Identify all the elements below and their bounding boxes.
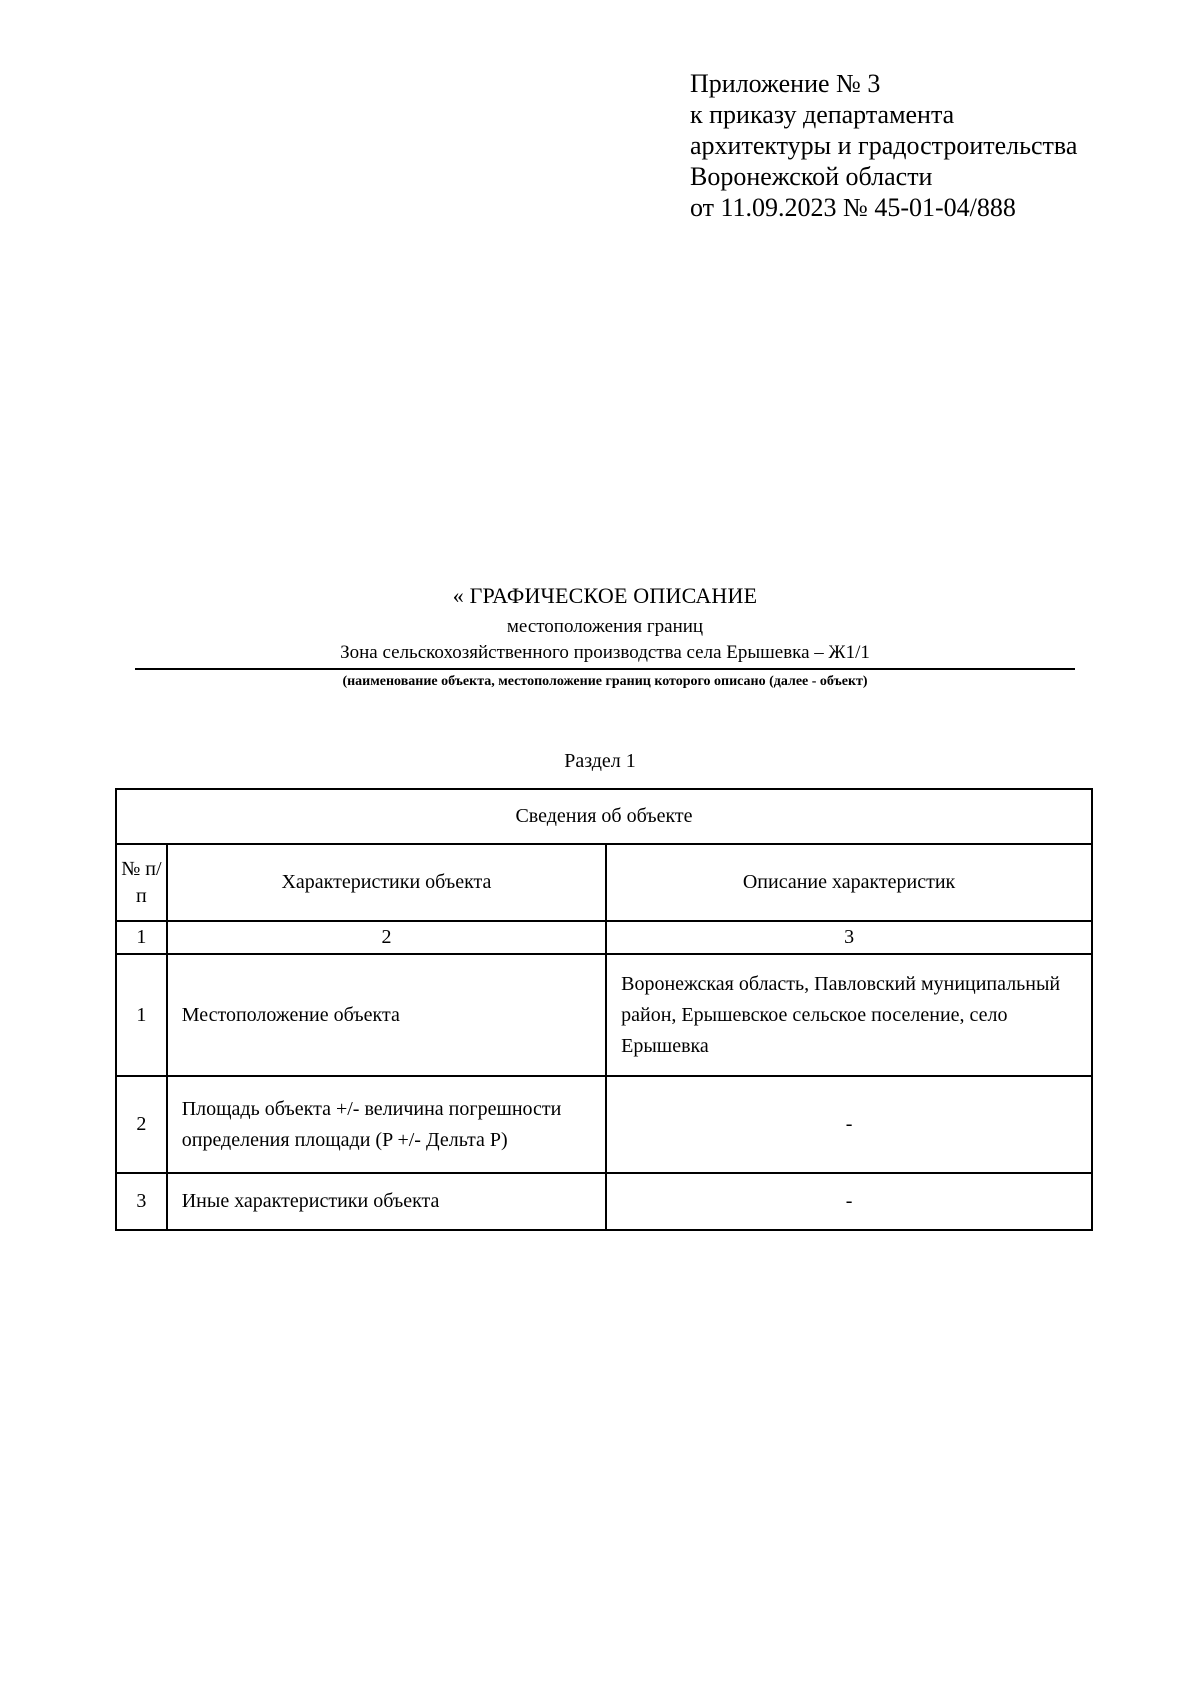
appendix-line: архитектуры и градостроительства [690, 131, 1078, 160]
column-index: 1 [116, 921, 167, 954]
column-index: 2 [167, 921, 606, 954]
object-info-table [115, 788, 1093, 1231]
appendix-reference [690, 68, 1077, 223]
table-header-row [116, 789, 1092, 844]
row-number: 1 [116, 954, 167, 1076]
row-characteristic: Площадь объекта +/- величина погрешности определения площади (P +/- Дельта P) [167, 1076, 606, 1173]
row-description: Воронежская область, Павловский муниципальный район, Ерышевское сельское поселение, село Ерышевка [606, 954, 1092, 1076]
table-row [116, 1173, 1092, 1230]
row-number: 2 [116, 1076, 167, 1173]
row-description: - [606, 1076, 1092, 1173]
column-header-description: Описание характеристик [606, 844, 1092, 921]
table-column-index-row [116, 921, 1092, 954]
row-description: - [606, 1173, 1092, 1230]
column-header-characteristic: Характеристики объекта [167, 844, 606, 921]
document-subtitle: местоположения границ [506, 616, 704, 637]
appendix-line: от 11.09.2023 № 45-01-04/888 [690, 193, 1016, 222]
row-characteristic: Местоположение объекта [167, 954, 606, 1076]
column-index: 3 [606, 921, 1092, 954]
object-name-caption: (наименование объекта, местоположение границ которого описано (далее - объект) [342, 674, 868, 689]
appendix-line: Воронежской области [690, 162, 933, 191]
section-label: Раздел 1 [564, 750, 636, 772]
object-name: Зона сельскохозяйственного производства села Ерышевка – Ж1/1 [135, 640, 1075, 670]
column-header-num: № п/п [116, 844, 167, 921]
row-number: 3 [116, 1173, 167, 1230]
table-column-headers [116, 844, 1092, 921]
table-header: Сведения об объекте [116, 789, 1092, 844]
appendix-line: Приложение № 3 [690, 69, 881, 98]
row-characteristic: Иные характеристики объекта [167, 1173, 606, 1230]
document-title-block [135, 582, 1075, 692]
document-title: « ГРАФИЧЕСКОЕ ОПИСАНИЕ [452, 583, 758, 608]
appendix-line: к приказу департамента [690, 100, 955, 129]
table-row [116, 1076, 1092, 1173]
table-row [116, 954, 1092, 1076]
